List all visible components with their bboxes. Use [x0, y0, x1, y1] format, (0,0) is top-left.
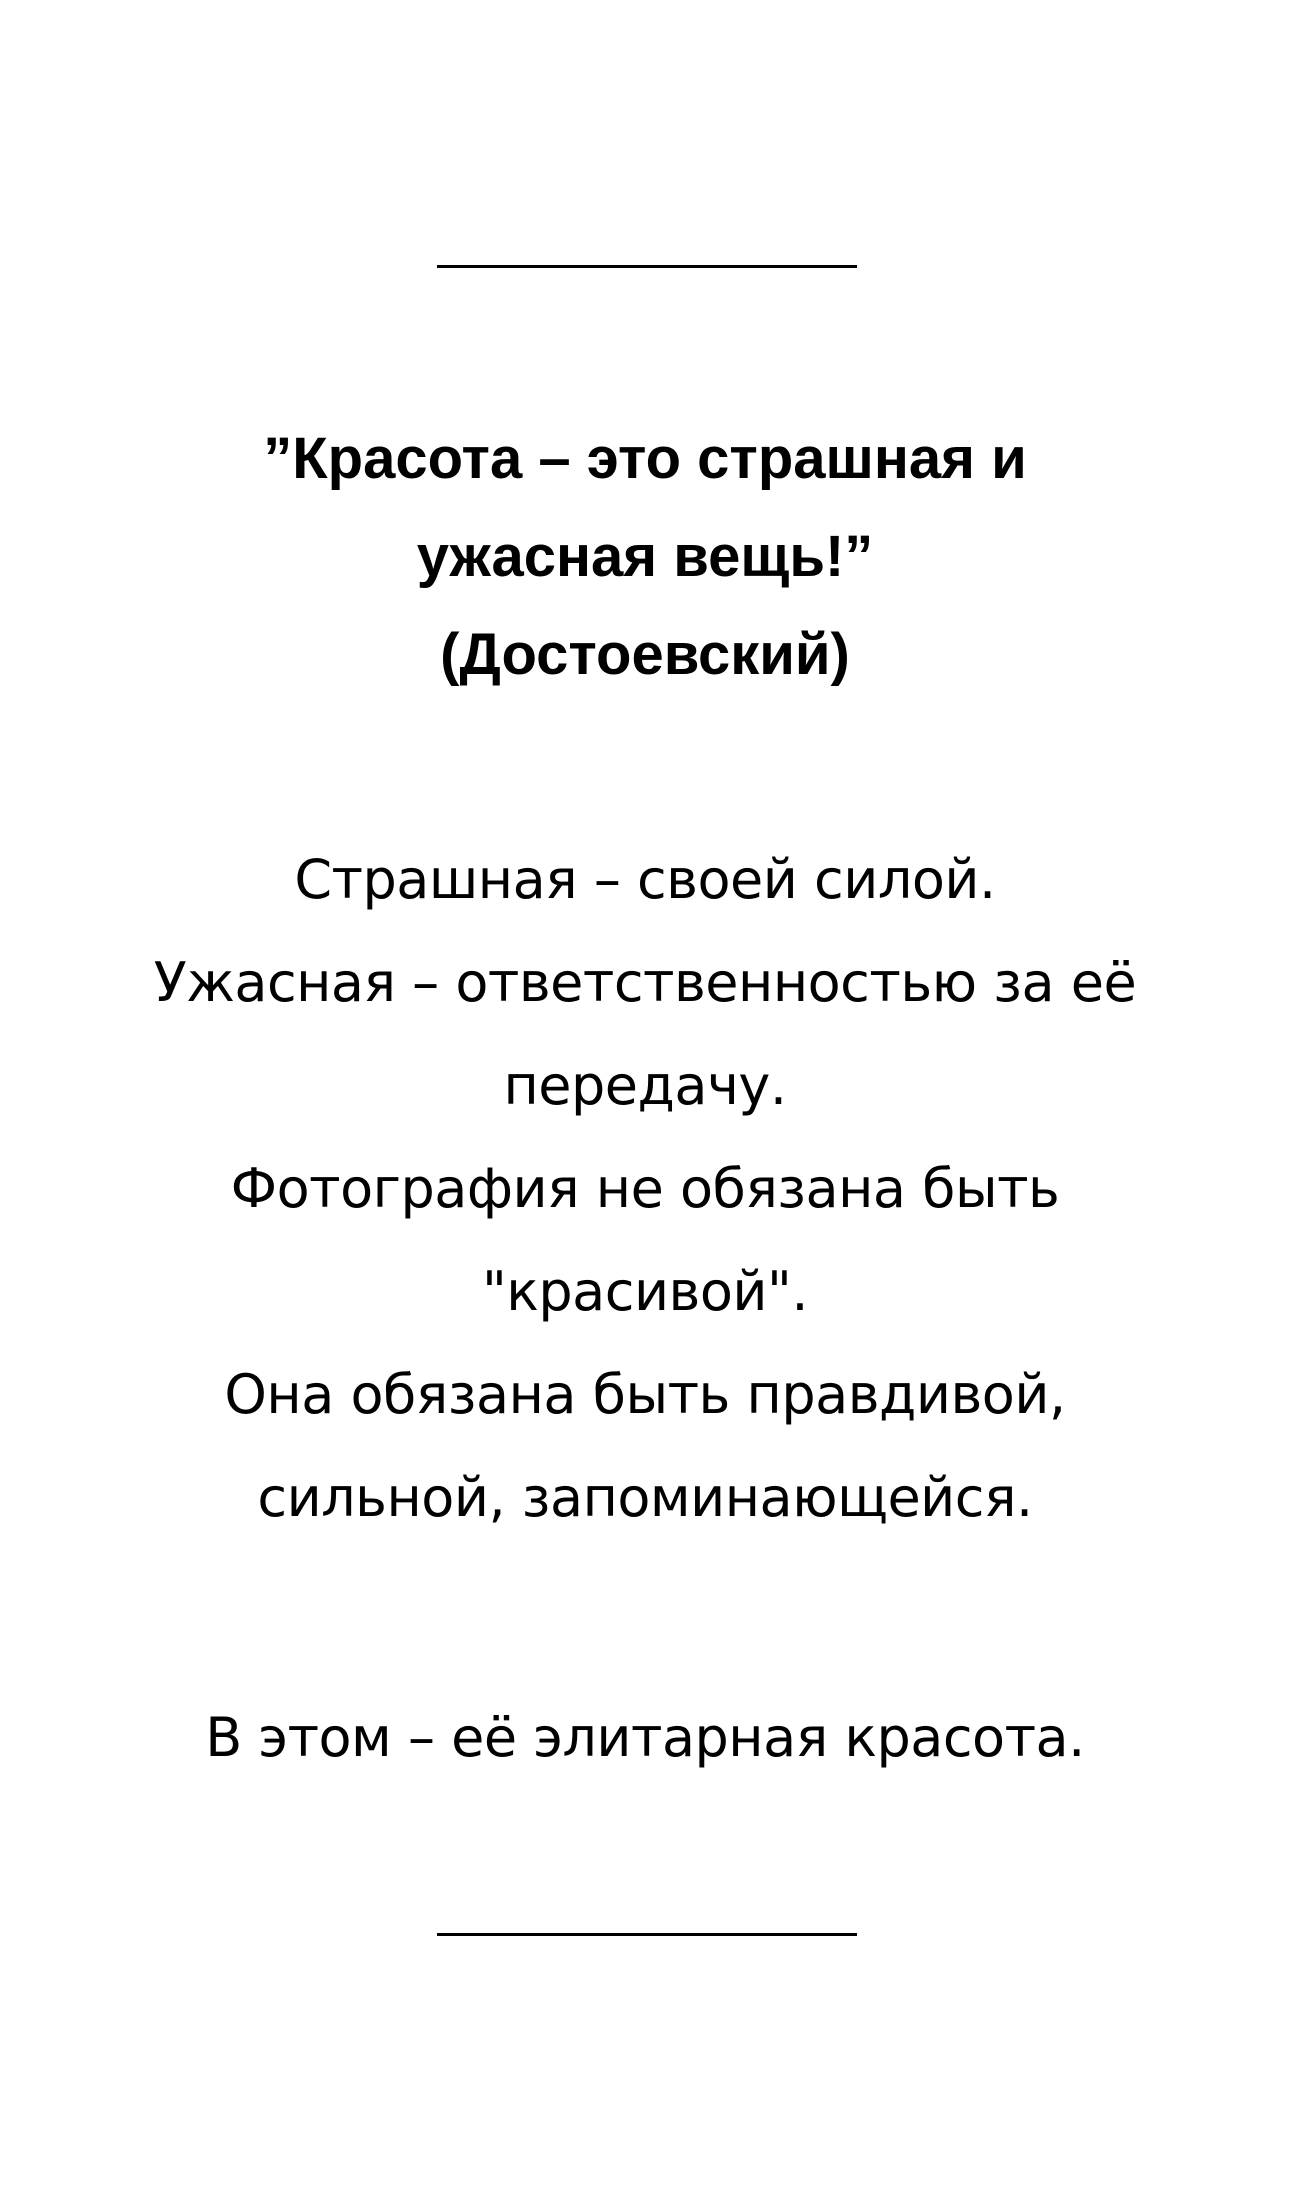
body-line-2: Ужасная – ответственностью за её: [153, 951, 1137, 1014]
body-line-3: передачу.: [503, 1054, 787, 1117]
closing-line: В этом – её элитарная красота.: [205, 1706, 1085, 1769]
body-line-4: Фотография не обязана быть: [230, 1157, 1060, 1220]
body-line-5: "красивой".: [481, 1260, 809, 1323]
body-line-6: Она обязана быть правдивой,: [224, 1363, 1066, 1426]
bottom-divider: [437, 1933, 857, 1936]
quote-line-2: ужасная вещь!”: [416, 524, 874, 589]
body-line-1: Страшная – своей силой.: [294, 848, 996, 911]
quote-author: (Достоевский): [440, 622, 850, 687]
quote-line-1: ”Красота – это страшная и: [263, 426, 1027, 491]
top-divider: [437, 265, 857, 268]
body-line-7: сильной, запоминающейся.: [257, 1466, 1033, 1529]
